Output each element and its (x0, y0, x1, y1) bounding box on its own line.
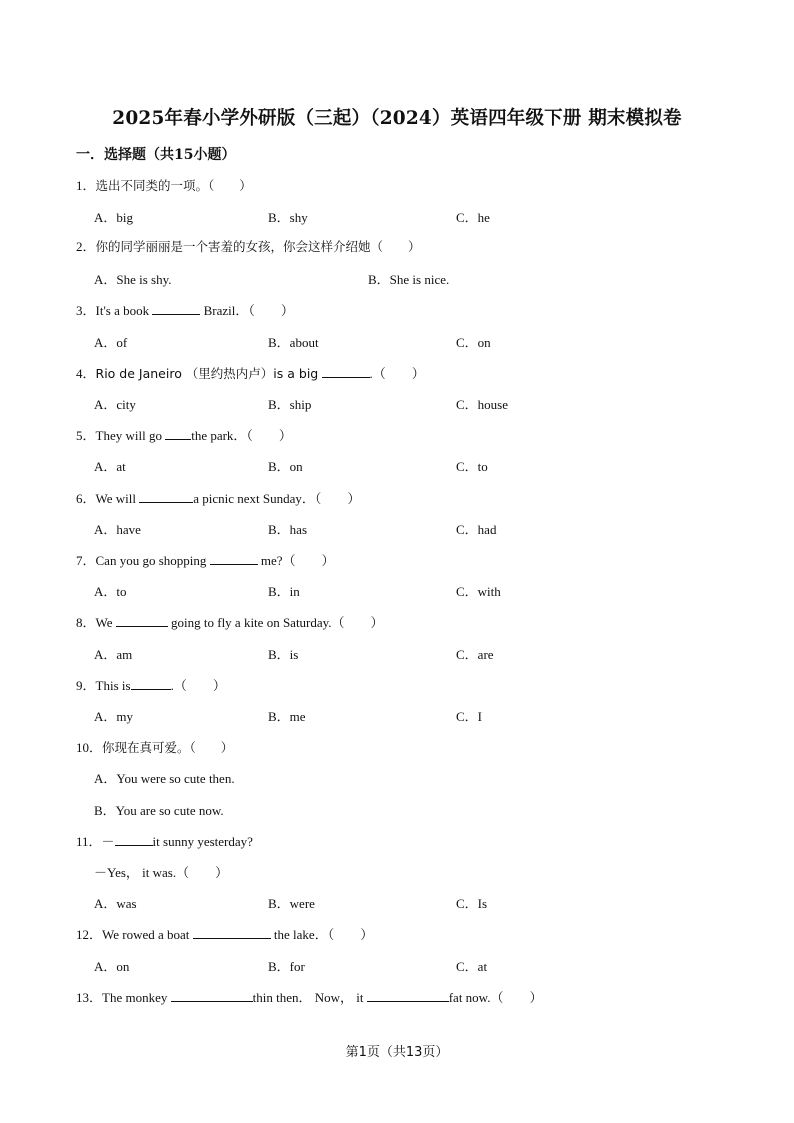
question-6: 6．We will a picnic next Sunday．（ ） (76, 491, 361, 506)
question-3: 3．It's a book Brazil．（ ） (76, 303, 294, 318)
option-b[interactable]: B．shy (268, 210, 308, 225)
option-a[interactable]: A．of (94, 335, 128, 350)
option-b[interactable]: B．for (268, 959, 305, 974)
answer-blank[interactable] (139, 490, 193, 503)
option-a[interactable]: A．to (94, 584, 127, 599)
option-b[interactable]: B．were (268, 896, 315, 911)
option-b[interactable]: B．me (268, 709, 306, 724)
option-b[interactable]: B．is (268, 647, 299, 662)
option-a[interactable]: A．on (94, 959, 130, 974)
option-a[interactable]: A．am (94, 647, 133, 662)
option-c[interactable]: C．house (456, 397, 509, 412)
option-a[interactable]: A．have (94, 522, 141, 537)
option-a[interactable]: A．my (94, 709, 134, 724)
question-7: 7．Can you go shopping me?（ ） (76, 553, 335, 568)
question-11: 11．－ it sunny yesterday? (76, 834, 253, 849)
answer-blank[interactable] (193, 926, 271, 939)
answer-blank[interactable] (210, 552, 258, 565)
question-11-response: －Yes， it was.（ ） (94, 865, 229, 880)
option-a[interactable]: A．city (94, 397, 136, 412)
question-9: 9．This is .（ ） (76, 678, 226, 693)
answer-blank[interactable] (131, 677, 171, 690)
section-heading: 一．选择题（共15小题） (76, 147, 236, 163)
answer-blank[interactable] (115, 833, 153, 846)
question-5: 5．They will go the park．（ ） (76, 428, 292, 443)
question-1: 1．选出不同类的一项。（ ） (76, 178, 252, 193)
option-b[interactable]: B．on (268, 459, 303, 474)
option-a[interactable]: A．You were so cute then. (94, 771, 235, 786)
option-b[interactable]: B．She is nice. (368, 272, 450, 287)
answer-blank[interactable] (116, 614, 168, 627)
answer-blank[interactable] (322, 365, 370, 378)
answer-blank[interactable] (171, 989, 253, 1002)
page-footer: 第1页（共13页） (345, 1045, 449, 1060)
question-12: 12．We rowed a boat the lake．（ ） (76, 927, 374, 942)
option-a[interactable]: A．big (94, 210, 134, 225)
question-2: 2．你的同学丽丽是一个害羞的女孩，你会这样介绍她（ ） (76, 239, 421, 254)
option-a[interactable]: A．She is shy. (94, 272, 172, 287)
option-a[interactable]: A．was (94, 896, 137, 911)
option-c[interactable]: C．at (456, 959, 488, 974)
option-b[interactable]: B．about (268, 335, 319, 350)
option-a[interactable]: A．at (94, 459, 126, 474)
answer-blank[interactable] (367, 989, 449, 1002)
option-c[interactable]: C．Is (456, 896, 488, 911)
answer-blank[interactable] (152, 302, 200, 315)
option-b[interactable]: B．has (268, 522, 308, 537)
option-b[interactable]: B．You are so cute now. (94, 803, 224, 818)
question-4: 4．Rio de Janeiro （里约热内卢）is a big .（ ） (76, 366, 425, 381)
page-title: 2025年春小学外研版（三起）（2024）英语四年级下册 期末模拟卷 (112, 108, 682, 129)
option-c[interactable]: C．he (456, 210, 490, 225)
option-c[interactable]: C．to (456, 459, 488, 474)
option-c[interactable]: C．with (456, 584, 501, 599)
question-8: 8．We going to fly a kite on Saturday.（ ） (76, 615, 384, 630)
option-b[interactable]: B．ship (268, 397, 312, 412)
question-13: 13．The monkey thin then． Now， it fat now.（ ） (76, 990, 543, 1005)
option-c[interactable]: C．I (456, 709, 483, 724)
option-b[interactable]: B．in (268, 584, 300, 599)
option-c[interactable]: C．are (456, 647, 494, 662)
option-c[interactable]: C．on (456, 335, 491, 350)
question-10: 10．你现在真可爱。（ ） (76, 740, 234, 755)
answer-blank[interactable] (165, 427, 191, 440)
option-c[interactable]: C．had (456, 522, 497, 537)
